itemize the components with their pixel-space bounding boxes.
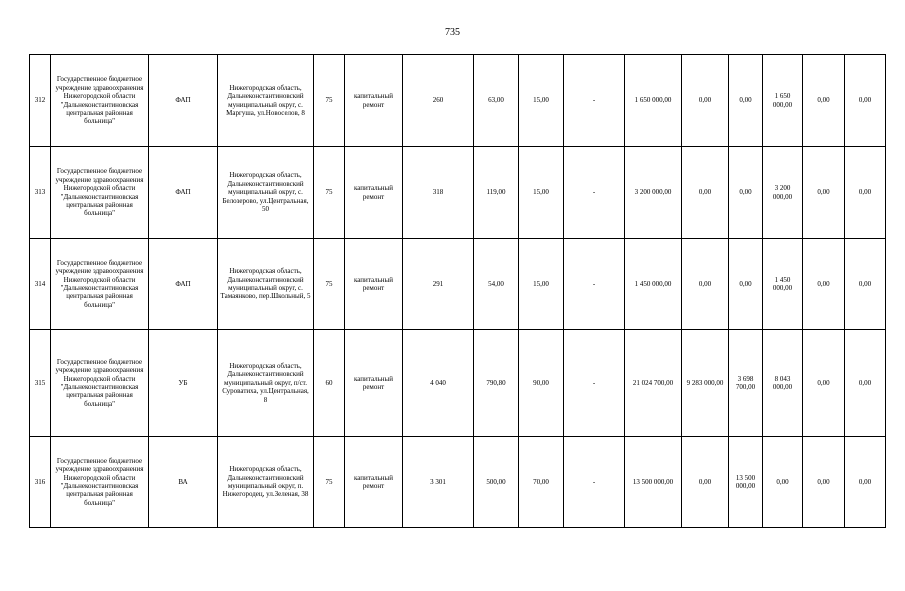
percent-cell: 15,00 bbox=[519, 147, 564, 239]
percent-cell: 70,00 bbox=[519, 437, 564, 528]
empty-value-cell: - bbox=[564, 437, 625, 528]
work-type-cell: капитальный ремонт bbox=[345, 437, 403, 528]
table-row bbox=[30, 330, 886, 437]
value-cell: 260 bbox=[403, 55, 474, 147]
capacity-cell: 75 bbox=[314, 55, 345, 147]
address-cell: Нижегородская область, Дальнеконстантиновский муниципальный округ, п/ст. Суроватиха, ул.Центральная, 8 bbox=[218, 330, 314, 437]
work-type-cell: капитальный ремонт bbox=[345, 239, 403, 330]
row-number-cell: 314 bbox=[30, 239, 51, 330]
address-cell: Нижегородская область, Дальнеконстантиновский муниципальный округ, п. Нижегородец, ул.Зеленая, 38 bbox=[218, 437, 314, 528]
facility-type-cell: ФАП bbox=[149, 55, 218, 147]
cost-cell: 0,00 bbox=[682, 437, 729, 528]
empty-value-cell: - bbox=[564, 239, 625, 330]
empty-value-cell: - bbox=[564, 147, 625, 239]
percent-cell: 15,00 bbox=[519, 55, 564, 147]
institution-cell: Государственное бюджетное учреждение здравоохранения Нижегородской области "Дальнеконстантиновская центральная районная больница" bbox=[51, 147, 149, 239]
cost-cell: 0,00 bbox=[682, 147, 729, 239]
facility-type-cell: ФАП bbox=[149, 239, 218, 330]
area-cell: 500,00 bbox=[474, 437, 519, 528]
table-row bbox=[30, 437, 886, 528]
address-cell: Нижегородская область, Дальнеконстантиновский муниципальный округ, с. Маргуша, ул.Новоселов, 8 bbox=[218, 55, 314, 147]
capacity-cell: 75 bbox=[314, 147, 345, 239]
total-cost-cell: 21 024 700,00 bbox=[625, 330, 682, 437]
address-cell: Нижегородская область, Дальнеконстантиновский муниципальный округ, с. Тамаянково, пер.Школьный, 5 bbox=[218, 239, 314, 330]
cost-cell: 1 650 000,00 bbox=[763, 55, 803, 147]
facility-type-cell: УБ bbox=[149, 330, 218, 437]
cost-cell: 0,00 bbox=[845, 239, 886, 330]
value-cell: 3 301 bbox=[403, 437, 474, 528]
value-cell: 4 040 bbox=[403, 330, 474, 437]
cost-cell: 0,00 bbox=[682, 55, 729, 147]
facilities-table bbox=[29, 54, 886, 528]
total-cost-cell: 13 500 000,00 bbox=[625, 437, 682, 528]
total-cost-cell: 1 450 000,00 bbox=[625, 239, 682, 330]
row-number-cell: 312 bbox=[30, 55, 51, 147]
cost-cell: 0,00 bbox=[803, 147, 845, 239]
cost-cell: 0,00 bbox=[803, 330, 845, 437]
capacity-cell: 75 bbox=[314, 239, 345, 330]
address-cell: Нижегородская область, Дальнеконстантиновский муниципальный округ, с. Белозерово, ул.Центральная, 50 bbox=[218, 147, 314, 239]
facility-type-cell: ФАП bbox=[149, 147, 218, 239]
area-cell: 63,00 bbox=[474, 55, 519, 147]
cost-cell: 0,00 bbox=[803, 55, 845, 147]
institution-cell: Государственное бюджетное учреждение здравоохранения Нижегородской области "Дальнеконстантиновская центральная районная больница" bbox=[51, 239, 149, 330]
cost-cell: 0,00 bbox=[729, 239, 763, 330]
cost-cell: 0,00 bbox=[845, 330, 886, 437]
capacity-cell: 75 bbox=[314, 437, 345, 528]
facility-type-cell: ВА bbox=[149, 437, 218, 528]
value-cell: 291 bbox=[403, 239, 474, 330]
empty-value-cell: - bbox=[564, 330, 625, 437]
area-cell: 790,80 bbox=[474, 330, 519, 437]
cost-cell: 0,00 bbox=[845, 55, 886, 147]
cost-cell: 3 698 700,00 bbox=[729, 330, 763, 437]
row-number-cell: 313 bbox=[30, 147, 51, 239]
capacity-cell: 60 bbox=[314, 330, 345, 437]
percent-cell: 15,00 bbox=[519, 239, 564, 330]
value-cell: 318 bbox=[403, 147, 474, 239]
total-cost-cell: 1 650 000,00 bbox=[625, 55, 682, 147]
percent-cell: 90,00 bbox=[519, 330, 564, 437]
cost-cell: 0,00 bbox=[729, 55, 763, 147]
page-number: 735 bbox=[445, 27, 460, 38]
cost-cell: 9 283 000,00 bbox=[682, 330, 729, 437]
cost-cell: 1 450 000,00 bbox=[763, 239, 803, 330]
table-row bbox=[30, 147, 886, 239]
area-cell: 119,00 bbox=[474, 147, 519, 239]
row-number-cell: 315 bbox=[30, 330, 51, 437]
cost-cell: 0,00 bbox=[682, 239, 729, 330]
institution-cell: Государственное бюджетное учреждение здравоохранения Нижегородской области "Дальнеконстантиновская центральная районная больница" bbox=[51, 437, 149, 528]
institution-cell: Государственное бюджетное учреждение здравоохранения Нижегородской области "Дальнеконстантиновская центральная районная больница" bbox=[51, 55, 149, 147]
empty-value-cell: - bbox=[564, 55, 625, 147]
cost-cell: 0,00 bbox=[763, 437, 803, 528]
cost-cell: 8 043 000,00 bbox=[763, 330, 803, 437]
work-type-cell: капитальный ремонт bbox=[345, 147, 403, 239]
institution-cell: Государственное бюджетное учреждение здравоохранения Нижегородской области "Дальнеконстантиновская центральная районная больница" bbox=[51, 330, 149, 437]
row-number-cell: 316 bbox=[30, 437, 51, 528]
cost-cell: 0,00 bbox=[729, 147, 763, 239]
work-type-cell: капитальный ремонт bbox=[345, 330, 403, 437]
cost-cell: 13 500 000,00 bbox=[729, 437, 763, 528]
table-row bbox=[30, 239, 886, 330]
total-cost-cell: 3 200 000,00 bbox=[625, 147, 682, 239]
work-type-cell: капитальный ремонт bbox=[345, 55, 403, 147]
cost-cell: 0,00 bbox=[803, 437, 845, 528]
cost-cell: 0,00 bbox=[845, 437, 886, 528]
cost-cell: 0,00 bbox=[845, 147, 886, 239]
area-cell: 54,00 bbox=[474, 239, 519, 330]
cost-cell: 0,00 bbox=[803, 239, 845, 330]
table-row bbox=[30, 55, 886, 147]
cost-cell: 3 200 000,00 bbox=[763, 147, 803, 239]
